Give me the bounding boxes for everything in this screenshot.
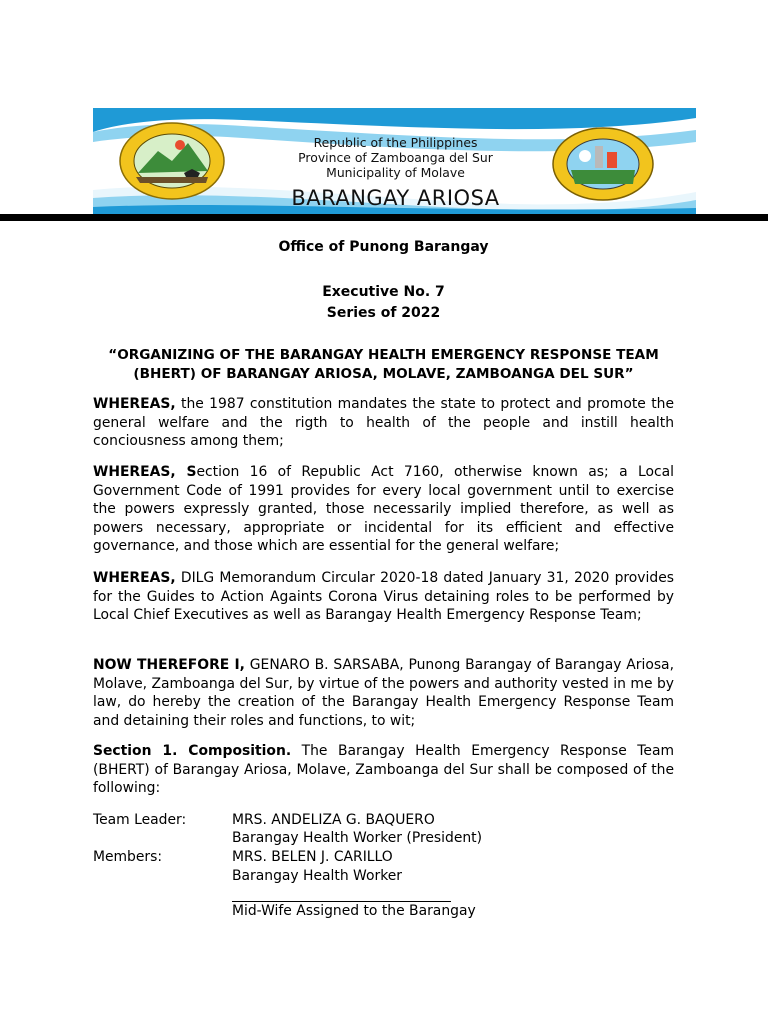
paragraph-lead: WHEREAS, S — [93, 464, 197, 480]
order-title-line-2: (BHERT) OF BARANGAY ARIOSA, MOLAVE, ZAMBOANGA DEL SUR” — [133, 366, 634, 382]
members-label: Members: — [93, 849, 163, 865]
team-leader-name: MRS. ANDELIZA G. BAQUERO — [232, 812, 435, 828]
paragraph-text: The Barangay Health Emergency Response Team (BHERT) of Barangay Ariosa, Molave, Zamboanga del Sur shall be composed of the following: — [93, 743, 674, 796]
whereas-paragraph-3 — [93, 569, 674, 625]
office-heading: Office of Punong Barangay — [278, 239, 489, 255]
member-1-role: Barangay Health Worker — [232, 868, 402, 884]
letterhead-country: Republic of the Philippines — [313, 135, 478, 150]
barangay-ariosa-seal — [118, 121, 226, 201]
team-leader-role: Barangay Health Worker (President) — [232, 830, 483, 846]
paragraph-text: the 1987 constitution mandates the state to protect and promote the general welfare and the rigth to health of the people and instill health conciousness among them; — [93, 396, 674, 449]
letterhead-text — [233, 135, 558, 212]
header-divider-rule — [0, 214, 768, 221]
paragraph-lead: Section 1. Composition. — [93, 743, 292, 759]
team-leader-label: Team Leader: — [93, 812, 187, 828]
section-1-paragraph — [93, 742, 674, 798]
series-year: Series of 2022 — [326, 305, 441, 321]
paragraph-text: GENARO B. SARSABA, Punong Barangay of Barangay Ariosa, Molave, Zamboanga del Sur, by virtue of the powers and authority vested in me by law, do hereby the creation of the Barangay Health Emergency Response Team and detaining their roles and functions, to wit; — [93, 657, 674, 729]
now-therefore-paragraph — [93, 656, 674, 730]
paragraph-lead: WHEREAS, — [93, 396, 176, 412]
member-1-name: MRS. BELEN J. CARILLO — [232, 849, 393, 865]
order-title-line-1: “ORGANIZING OF THE BARANGAY HEALTH EMERGENCY RESPONSE TEAM — [108, 347, 659, 363]
paragraph-text: ection 16 of Republic Act 7160, otherwise known as; a Local Government Code of 1991 provides for every local government until to exercise the powers expressly granted, those necessarily implied therefore, as well as powers necessary, appropriate or incidental for its efficient and effective governance, and those which are essential for the general welfare; — [93, 464, 674, 554]
member-2-role: Mid-Wife Assigned to the Barangay — [232, 903, 476, 919]
paragraph-lead: NOW THEREFORE I, — [93, 657, 245, 673]
municipality-of-molave-seal — [551, 126, 655, 202]
whereas-paragraph-1 — [93, 395, 674, 451]
letterhead-municipality: Municipality of Molave — [326, 165, 465, 180]
executive-number: Executive No. 7 — [322, 284, 445, 300]
letterhead-barangay-name: BARANGAY ARIOSA — [291, 186, 500, 210]
letterhead-province: Province of Zamboanga del Sur — [298, 150, 493, 165]
letterhead-banner — [93, 108, 696, 214]
whereas-paragraph-2 — [93, 463, 674, 556]
paragraph-text: DILG Memorandum Circular 2020-18 dated January 31, 2020 provides for the Guides to Action Againts Corona Virus detaining roles to be performed by Local Chief Executives as well as Barangay Health Emergency Response Team; — [93, 570, 674, 623]
paragraph-lead: WHEREAS, — [93, 570, 176, 586]
